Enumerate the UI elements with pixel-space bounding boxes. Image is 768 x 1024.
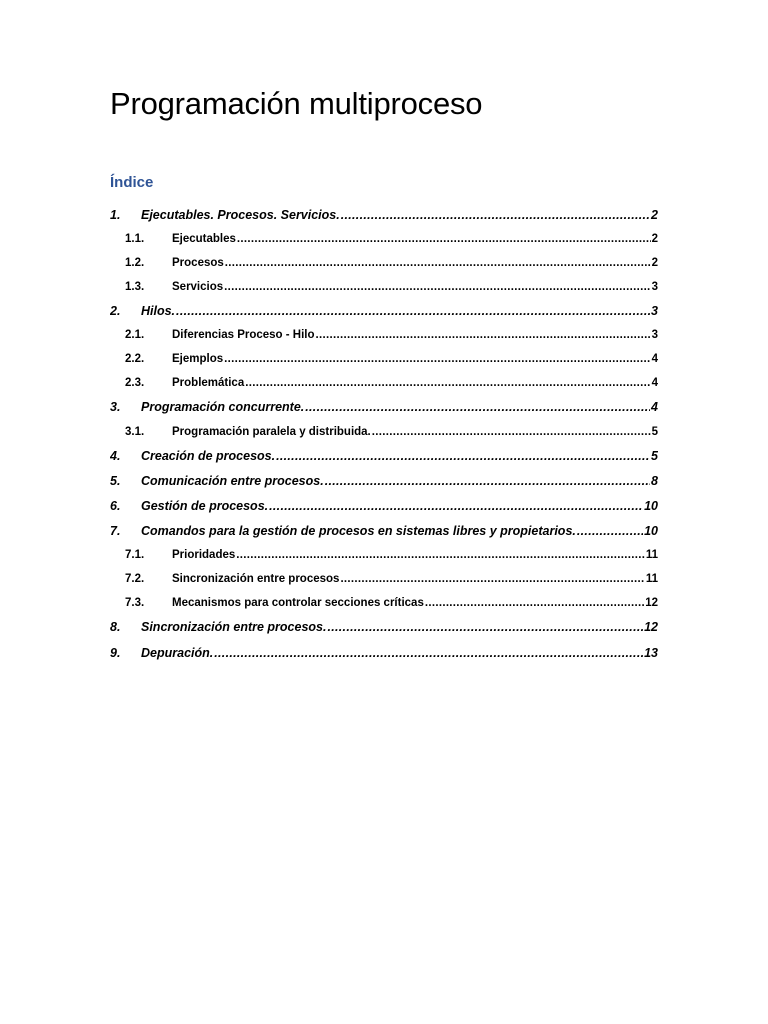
toc-entry-page-number: 3: [651, 329, 658, 341]
toc-entry-number: 9.: [110, 646, 121, 660]
toc-dot-leader: [235, 547, 645, 563]
toc-entry[interactable]: [125, 424, 658, 440]
document-title: Programación multiproceso: [110, 86, 483, 121]
toc-dot-leader: [268, 498, 643, 514]
toc-entry-page-number: 10: [644, 499, 658, 513]
toc-dot-leader: [324, 473, 650, 489]
toc-entry[interactable]: [125, 351, 658, 367]
toc-entry-title: Diferencias Proceso - Hilo: [172, 329, 315, 341]
toc-entry-number: 1.2.: [125, 257, 145, 269]
toc-entry-page-number: 12: [645, 597, 658, 609]
toc-entry-title: Depuración.: [141, 646, 214, 660]
toc-entry-number: 1.3.: [125, 281, 145, 293]
toc-entry-number: 2.1.: [125, 329, 145, 341]
toc-dot-leader: [213, 645, 643, 661]
toc-entry-number: 4.: [110, 449, 121, 463]
toc-entry-title: Gestión de procesos.: [141, 499, 269, 513]
toc-entry-number: 3.1.: [125, 426, 145, 438]
toc-entry[interactable]: [110, 645, 658, 661]
toc-dot-leader: [326, 619, 643, 635]
toc-entry-title: Mecanismos para controlar secciones críticas: [172, 597, 424, 609]
toc-entry-title: Programación concurrente.: [141, 400, 305, 414]
toc-entry-page-number: 3: [651, 281, 658, 293]
toc-entry-number: 3.: [110, 400, 121, 414]
toc-entry-page-number: 4: [651, 377, 658, 389]
toc-entry-title: Programación paralela y distribuida.: [172, 426, 371, 438]
toc-entry[interactable]: [125, 595, 658, 611]
toc-entry-page-number: 12: [644, 620, 658, 634]
toc-entry-title: Creación de procesos.: [141, 449, 276, 463]
toc-entry[interactable]: [125, 571, 658, 587]
toc-entry-number: 7.1.: [125, 549, 145, 561]
toc-entry-number: 7.: [110, 524, 121, 538]
toc-entry[interactable]: [125, 327, 658, 343]
toc-entry-title: Comunicación entre procesos.: [141, 474, 324, 488]
toc-entry-page-number: 10: [644, 524, 658, 538]
toc-entry-number: 1.1.: [125, 233, 145, 245]
toc-entry-title: Ejecutables. Procesos. Servicios.: [141, 208, 340, 222]
toc-entry-title: Sincronización entre procesos.: [141, 620, 327, 634]
toc-entry-page-number: 5: [651, 426, 658, 438]
toc-entry-number: 5.: [110, 474, 121, 488]
toc-entry-page-number: 2: [651, 208, 658, 222]
toc-entry-page-number: 2: [651, 233, 658, 245]
toc-dot-leader: [339, 571, 644, 587]
toc-dot-leader: [371, 424, 651, 440]
toc-entry[interactable]: [110, 303, 658, 319]
toc-entry-page-number: 4: [651, 353, 658, 365]
toc-dot-leader: [175, 303, 650, 319]
toc-entry-title: Ejemplos: [172, 353, 224, 365]
toc-entry-number: 2.3.: [125, 377, 145, 389]
toc-dot-leader: [304, 399, 650, 415]
toc-dot-leader: [244, 375, 650, 391]
toc-entry-page-number: 13: [644, 646, 658, 660]
toc-entry-number: 2.: [110, 304, 121, 318]
toc-entry-page-number: 11: [645, 549, 658, 561]
toc-entry-number: 1.: [110, 208, 121, 222]
toc-entry-title: Ejecutables: [172, 233, 236, 245]
toc-entry[interactable]: [110, 473, 658, 489]
toc-entry[interactable]: [110, 619, 658, 635]
toc-dot-leader: [340, 207, 650, 223]
toc-entry-number: 6.: [110, 499, 121, 513]
toc-dot-leader: [315, 327, 651, 343]
toc-dot-leader: [223, 351, 650, 367]
toc-entry-page-number: 11: [645, 573, 658, 585]
toc-entry[interactable]: [125, 547, 658, 563]
toc-entry-number: 7.2.: [125, 573, 145, 585]
toc-entry-page-number: 2: [651, 257, 658, 269]
toc-entry-page-number: 5: [651, 449, 658, 463]
toc-entry[interactable]: [110, 523, 658, 539]
toc-entry[interactable]: [110, 498, 658, 514]
toc-entry-page-number: 8: [651, 474, 658, 488]
toc-entry-title: Comandos para la gestión de procesos en sistemas libres y propietarios.: [141, 524, 576, 538]
toc-entry-title: Servicios: [172, 281, 224, 293]
toc-dot-leader: [223, 279, 650, 295]
toc-entry[interactable]: [110, 399, 658, 415]
toc-entry[interactable]: [125, 375, 658, 391]
toc-dot-leader: [576, 523, 643, 539]
toc-entry-number: 7.3.: [125, 597, 145, 609]
toc-entry-page-number: 3: [651, 304, 658, 318]
toc-entry-title: Sincronización entre procesos: [172, 573, 340, 585]
toc-entry[interactable]: [125, 231, 658, 247]
toc-entry-number: 2.2.: [125, 353, 145, 365]
toc-entry[interactable]: [110, 207, 658, 223]
toc-entry-title: Problemática: [172, 377, 245, 389]
toc-dot-leader: [275, 448, 650, 464]
toc-heading: Índice: [110, 174, 154, 191]
toc-dot-leader: [424, 595, 644, 611]
toc-dot-leader: [236, 231, 651, 247]
toc-entry-title: Procesos: [172, 257, 224, 269]
toc-entry-title: Prioridades: [172, 549, 236, 561]
toc-entry-title: Hilos.: [141, 304, 176, 318]
toc-entry-page-number: 4: [651, 400, 658, 414]
toc-dot-leader: [224, 255, 651, 271]
toc-entry[interactable]: [125, 279, 658, 295]
toc-entry[interactable]: [125, 255, 658, 271]
toc-entry[interactable]: [110, 448, 658, 464]
toc-entry-number: 8.: [110, 620, 121, 634]
